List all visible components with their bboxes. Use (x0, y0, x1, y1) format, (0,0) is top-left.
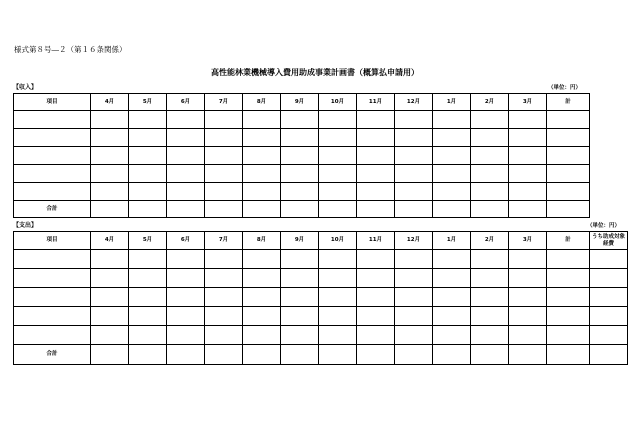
income-input-cell[interactable] (395, 165, 433, 183)
expense-total-cell[interactable] (395, 345, 433, 365)
expense-input-cell[interactable] (433, 288, 471, 307)
income-column-header: 8月 (243, 94, 281, 111)
income-input-cell[interactable] (547, 165, 590, 183)
expense-input-cell[interactable] (205, 269, 243, 288)
income-input-cell[interactable] (129, 111, 167, 129)
expense-input-cell[interactable] (509, 288, 547, 307)
expense-input-cell[interactable] (167, 326, 205, 345)
expense-input-cell[interactable] (91, 288, 129, 307)
expense-input-cell[interactable] (167, 307, 205, 326)
income-table-row (14, 165, 590, 183)
expense-unit-label: （単位：円） (587, 223, 621, 229)
income-input-cell[interactable] (509, 165, 547, 183)
expense-input-cell[interactable] (129, 250, 167, 269)
income-total-cell[interactable] (167, 201, 205, 218)
expense-input-cell[interactable] (357, 307, 395, 326)
expense-input-cell[interactable] (395, 307, 433, 326)
expense-header-row (14, 232, 628, 250)
income-column-header: 4月 (91, 94, 129, 111)
expense-input-cell[interactable] (319, 269, 357, 288)
income-input-cell[interactable] (357, 129, 395, 147)
income-column-header: 計 (547, 94, 590, 111)
income-table-row (14, 129, 590, 147)
expense-section-label: 【支出】 (13, 222, 38, 229)
expense-input-cell[interactable] (281, 269, 319, 288)
expense-total-cell[interactable] (547, 345, 590, 365)
income-input-cell[interactable] (91, 183, 129, 201)
income-column-header: 11月 (357, 94, 395, 111)
expense-input-cell[interactable] (547, 288, 590, 307)
expense-total-cell[interactable] (357, 345, 395, 365)
income-input-cell[interactable] (471, 111, 509, 129)
income-input-cell[interactable] (129, 147, 167, 165)
income-total-cell[interactable] (471, 201, 509, 218)
income-input-cell[interactable] (319, 129, 357, 147)
income-input-cell[interactable] (547, 183, 590, 201)
expense-input-cell[interactable] (547, 326, 590, 345)
income-total-cell[interactable] (547, 201, 590, 218)
expense-input-cell[interactable] (433, 269, 471, 288)
income-input-cell[interactable] (14, 111, 91, 129)
expense-input-cell[interactable] (590, 288, 628, 307)
expense-input-cell[interactable] (357, 269, 395, 288)
income-input-cell[interactable] (471, 129, 509, 147)
expense-input-cell[interactable] (14, 269, 91, 288)
income-input-cell[interactable] (14, 183, 91, 201)
income-input-cell[interactable] (357, 183, 395, 201)
expense-input-cell[interactable] (281, 326, 319, 345)
income-total-cell[interactable] (319, 201, 357, 218)
income-section-label: 【収入】 (13, 84, 38, 91)
income-column-header: 6月 (167, 94, 205, 111)
expense-input-cell[interactable] (433, 250, 471, 269)
income-total-cell[interactable] (205, 201, 243, 218)
income-input-cell[interactable] (205, 183, 243, 201)
income-input-cell[interactable] (243, 147, 281, 165)
income-input-cell[interactable] (205, 165, 243, 183)
income-input-cell[interactable] (91, 147, 129, 165)
income-total-cell[interactable] (509, 201, 547, 218)
expense-input-cell[interactable] (319, 307, 357, 326)
expense-input-cell[interactable] (14, 250, 91, 269)
expense-table-row (14, 326, 628, 345)
expense-input-cell[interactable] (281, 250, 319, 269)
expense-table-row (14, 250, 628, 269)
income-input-cell[interactable] (433, 111, 471, 129)
expense-input-cell[interactable] (395, 250, 433, 269)
expense-input-cell[interactable] (433, 326, 471, 345)
expense-column-header: 1月 (433, 232, 471, 250)
income-input-cell[interactable] (395, 183, 433, 201)
expense-input-cell[interactable] (129, 307, 167, 326)
income-input-cell[interactable] (471, 147, 509, 165)
expense-input-cell[interactable] (243, 288, 281, 307)
expense-table-row (14, 288, 628, 307)
expense-input-cell[interactable] (471, 288, 509, 307)
expense-column-header: 6月 (167, 232, 205, 250)
income-total-label: 合計 (14, 201, 91, 218)
income-table-row (14, 183, 590, 201)
expense-input-cell[interactable] (471, 307, 509, 326)
income-input-cell[interactable] (243, 129, 281, 147)
expense-column-header: 項目 (14, 232, 91, 250)
income-input-cell[interactable] (14, 129, 91, 147)
expense-column-header: 7月 (205, 232, 243, 250)
income-table (13, 93, 590, 218)
expense-input-cell[interactable] (395, 288, 433, 307)
form-number: 様式第８号―２（第１６条関係） (14, 45, 127, 54)
income-column-header: 2月 (471, 94, 509, 111)
income-input-cell[interactable] (319, 147, 357, 165)
income-total-cell[interactable] (395, 201, 433, 218)
expense-input-cell[interactable] (590, 326, 628, 345)
expense-input-cell[interactable] (167, 269, 205, 288)
income-input-cell[interactable] (281, 129, 319, 147)
income-input-cell[interactable] (205, 147, 243, 165)
income-input-cell[interactable] (281, 111, 319, 129)
income-input-cell[interactable] (243, 183, 281, 201)
expense-input-cell[interactable] (205, 288, 243, 307)
expense-input-cell[interactable] (509, 269, 547, 288)
income-column-header: 12月 (395, 94, 433, 111)
expense-input-cell[interactable] (205, 250, 243, 269)
income-table-row (14, 111, 590, 129)
expense-input-cell[interactable] (91, 307, 129, 326)
income-input-cell[interactable] (167, 165, 205, 183)
expense-column-header: 3月 (509, 232, 547, 250)
income-column-header: 3月 (509, 94, 547, 111)
income-input-cell[interactable] (395, 129, 433, 147)
expense-total-label: 合計 (14, 345, 91, 365)
expense-input-cell[interactable] (243, 250, 281, 269)
expense-input-cell[interactable] (509, 326, 547, 345)
expense-input-cell[interactable] (205, 307, 243, 326)
income-total-cell[interactable] (433, 201, 471, 218)
expense-input-cell[interactable] (590, 307, 628, 326)
expense-column-header: 10月 (319, 232, 357, 250)
expense-input-cell[interactable] (357, 250, 395, 269)
income-unit-label: （単位：円） (548, 85, 582, 91)
income-input-cell[interactable] (205, 129, 243, 147)
expense-column-header: 計 (547, 232, 590, 250)
expense-input-cell[interactable] (14, 288, 91, 307)
expense-total-cell[interactable] (281, 345, 319, 365)
expense-input-cell[interactable] (395, 269, 433, 288)
expense-column-header: 9月 (281, 232, 319, 250)
expense-input-cell[interactable] (91, 250, 129, 269)
expense-input-cell[interactable] (319, 326, 357, 345)
income-header-row (14, 94, 590, 111)
income-input-cell[interactable] (319, 111, 357, 129)
income-total-cell[interactable] (129, 201, 167, 218)
income-input-cell[interactable] (395, 147, 433, 165)
income-input-cell[interactable] (281, 183, 319, 201)
income-input-cell[interactable] (433, 129, 471, 147)
expense-input-cell[interactable] (91, 326, 129, 345)
income-input-cell[interactable] (509, 129, 547, 147)
income-input-cell[interactable] (395, 111, 433, 129)
income-column-header: 10月 (319, 94, 357, 111)
expense-input-cell[interactable] (14, 326, 91, 345)
income-input-cell[interactable] (281, 147, 319, 165)
expense-input-cell[interactable] (471, 250, 509, 269)
expense-input-cell[interactable] (547, 269, 590, 288)
income-input-cell[interactable] (129, 165, 167, 183)
expense-table (13, 231, 628, 365)
expense-input-cell[interactable] (205, 326, 243, 345)
expense-input-cell[interactable] (471, 326, 509, 345)
expense-total-cell[interactable] (205, 345, 243, 365)
expense-input-cell[interactable] (509, 250, 547, 269)
income-column-header: 1月 (433, 94, 471, 111)
income-input-cell[interactable] (471, 183, 509, 201)
income-input-cell[interactable] (357, 147, 395, 165)
income-input-cell[interactable] (319, 183, 357, 201)
expense-total-cell[interactable] (433, 345, 471, 365)
expense-total-cell[interactable] (91, 345, 129, 365)
income-column-header: 項目 (14, 94, 91, 111)
income-total-row (14, 201, 590, 218)
income-input-cell[interactable] (547, 111, 590, 129)
expense-table-row (14, 269, 628, 288)
income-input-cell[interactable] (243, 111, 281, 129)
expense-input-cell[interactable] (129, 326, 167, 345)
income-total-cell[interactable] (243, 201, 281, 218)
document-title: 高性能林業機械導入費用助成事業計画書（概算払申請用） (211, 68, 419, 77)
expense-input-cell[interactable] (243, 269, 281, 288)
income-input-cell[interactable] (509, 147, 547, 165)
income-input-cell[interactable] (129, 129, 167, 147)
expense-column-header: うち助成対象経費 (590, 232, 628, 250)
expense-total-cell[interactable] (129, 345, 167, 365)
income-table-row (14, 147, 590, 165)
expense-input-cell[interactable] (547, 307, 590, 326)
income-input-cell[interactable] (14, 147, 91, 165)
income-total-cell[interactable] (281, 201, 319, 218)
income-input-cell[interactable] (91, 165, 129, 183)
income-column-header: 9月 (281, 94, 319, 111)
income-input-cell[interactable] (357, 111, 395, 129)
expense-total-cell[interactable] (590, 345, 628, 365)
expense-total-cell[interactable] (509, 345, 547, 365)
income-input-cell[interactable] (14, 165, 91, 183)
expense-total-cell[interactable] (319, 345, 357, 365)
expense-total-cell[interactable] (471, 345, 509, 365)
expense-input-cell[interactable] (129, 288, 167, 307)
income-input-cell[interactable] (471, 165, 509, 183)
income-column-header: 5月 (129, 94, 167, 111)
income-input-cell[interactable] (167, 111, 205, 129)
expense-column-header: 11月 (357, 232, 395, 250)
expense-input-cell[interactable] (319, 288, 357, 307)
income-input-cell[interactable] (91, 129, 129, 147)
expense-input-cell[interactable] (357, 326, 395, 345)
income-input-cell[interactable] (357, 165, 395, 183)
income-input-cell[interactable] (433, 147, 471, 165)
expense-input-cell[interactable] (357, 288, 395, 307)
expense-column-header: 2月 (471, 232, 509, 250)
income-total-cell[interactable] (91, 201, 129, 218)
expense-input-cell[interactable] (281, 288, 319, 307)
income-input-cell[interactable] (281, 165, 319, 183)
income-input-cell[interactable] (243, 165, 281, 183)
expense-input-cell[interactable] (433, 307, 471, 326)
income-input-cell[interactable] (167, 183, 205, 201)
expense-total-cell[interactable] (167, 345, 205, 365)
expense-input-cell[interactable] (471, 269, 509, 288)
expense-input-cell[interactable] (243, 326, 281, 345)
expense-input-cell[interactable] (129, 269, 167, 288)
expense-column-header: 8月 (243, 232, 281, 250)
expense-input-cell[interactable] (395, 326, 433, 345)
expense-input-cell[interactable] (319, 250, 357, 269)
income-input-cell[interactable] (547, 147, 590, 165)
income-input-cell[interactable] (547, 129, 590, 147)
income-input-cell[interactable] (129, 183, 167, 201)
expense-input-cell[interactable] (167, 288, 205, 307)
expense-column-header: 4月 (91, 232, 129, 250)
income-input-cell[interactable] (509, 183, 547, 201)
expense-input-cell[interactable] (167, 250, 205, 269)
expense-column-header: 5月 (129, 232, 167, 250)
expense-input-cell[interactable] (590, 269, 628, 288)
income-input-cell[interactable] (205, 111, 243, 129)
income-input-cell[interactable] (319, 165, 357, 183)
income-input-cell[interactable] (433, 183, 471, 201)
income-column-header: 7月 (205, 94, 243, 111)
expense-input-cell[interactable] (14, 307, 91, 326)
expense-input-cell[interactable] (509, 307, 547, 326)
income-input-cell[interactable] (167, 147, 205, 165)
expense-input-cell[interactable] (547, 250, 590, 269)
expense-total-cell[interactable] (243, 345, 281, 365)
expense-input-cell[interactable] (281, 307, 319, 326)
income-input-cell[interactable] (509, 111, 547, 129)
income-input-cell[interactable] (91, 111, 129, 129)
expense-column-header: 12月 (395, 232, 433, 250)
expense-input-cell[interactable] (243, 307, 281, 326)
income-total-cell[interactable] (357, 201, 395, 218)
expense-input-cell[interactable] (590, 250, 628, 269)
expense-input-cell[interactable] (91, 269, 129, 288)
income-input-cell[interactable] (167, 129, 205, 147)
expense-table-row (14, 307, 628, 326)
expense-total-row (14, 345, 628, 365)
income-input-cell[interactable] (433, 165, 471, 183)
